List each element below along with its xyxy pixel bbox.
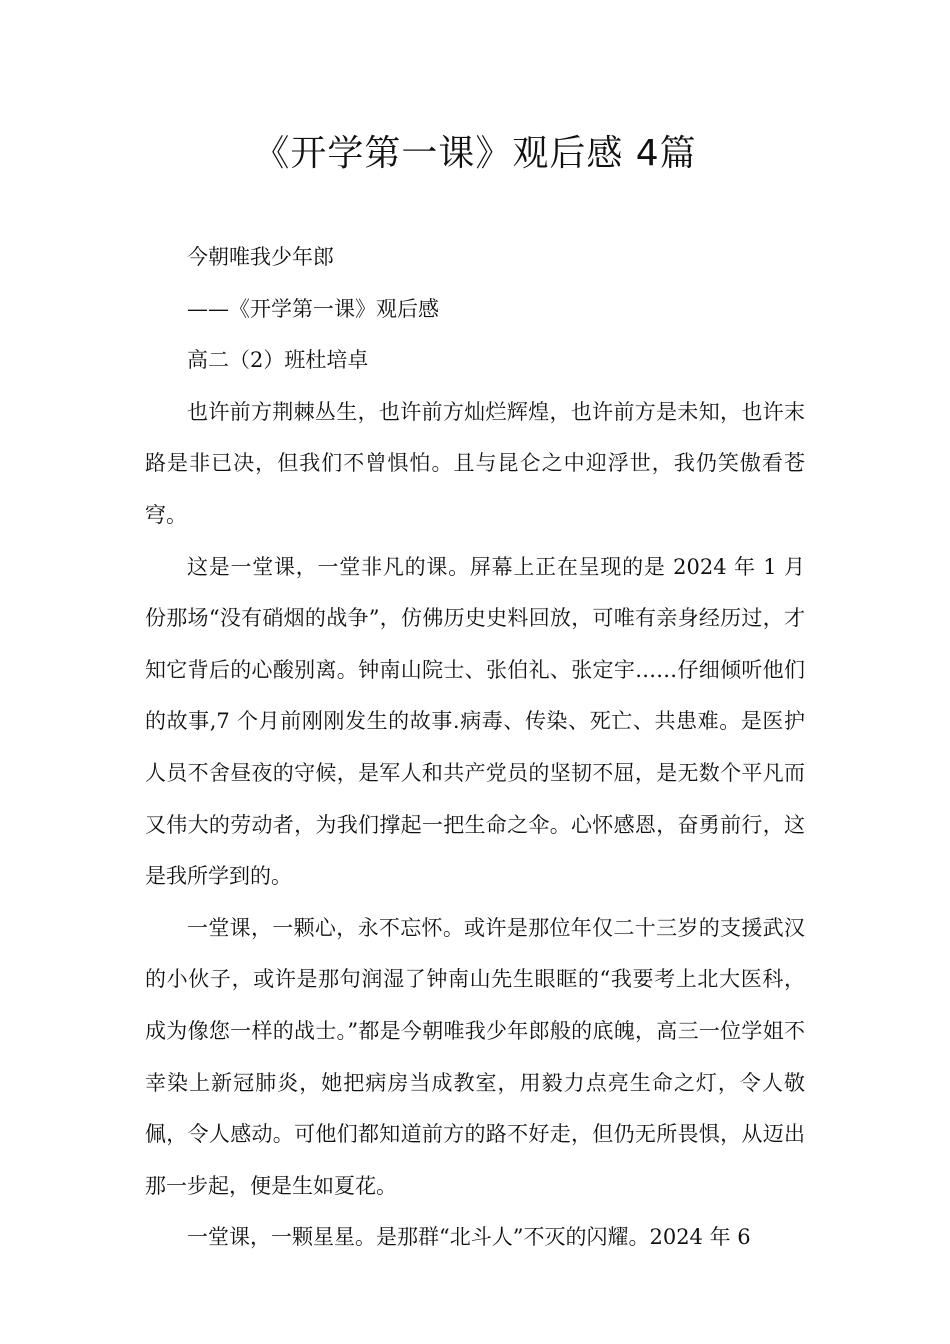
paragraph: 一堂课，一颗星星。是那群“北斗人”不灭的闪耀。2024 年 6 (187, 1225, 751, 1250)
paragraph: 一堂课，一颗心，永不忘怀。或许是那位年仅二十三岁的支援武汉的小伙子，或许是那句润湿了钟南山先生眼眶的“我要考上北大医科，成为像您一样的战士。”都是今朝唯我少年郎般的底魄，高三一位学姐不幸染上新冠肺炎，她把病房当成教室，用毅力点亮生命之灯，令人敬佩，令人感动。可他们都知道前方的路不好走，但仍无所畏惧，从迈出那一步起，便是生如夏花。 (145, 915, 805, 1198)
author-line: 高二（2）班杜培卓 (187, 348, 369, 373)
essay-subtitle-line: ——《开学第一课》观后感 (187, 296, 439, 321)
document-body (145, 232, 805, 1264)
paragraph: 也许前方荆棘丛生，也许前方灿烂辉煌，也许前方是未知，也许末路是非已决，但我们不曾惧怕。且与昆仑之中迎浮世，我仍笑傲看苍穹。 (145, 399, 805, 527)
document-title: 《开学第一课》观后感 4篇 (253, 133, 697, 174)
essay-title-line: 今朝唯我少年郎 (187, 245, 334, 269)
paragraph: 这是一堂课，一堂非凡的课。屏幕上正在呈现的是 2024 年 1 月份那场“没有硝烟的战争”，仿佛历史史料回放，可唯有亲身经历过，才知它背后的心酸别离。钟南山院士、张伯礼、张定宇……仔细倾听他们的故事,7 个月前刚刚发生的故事.病毒、传染、死亡、共患难。是医护人员不舍昼夜的守候，是军人和共产党员的坚韧不屈，是无数个平凡而又伟大的劳动者，为我们撑起一把生命之伞。心怀感恩，奋勇前行，这是我所学到的。 (145, 554, 805, 889)
